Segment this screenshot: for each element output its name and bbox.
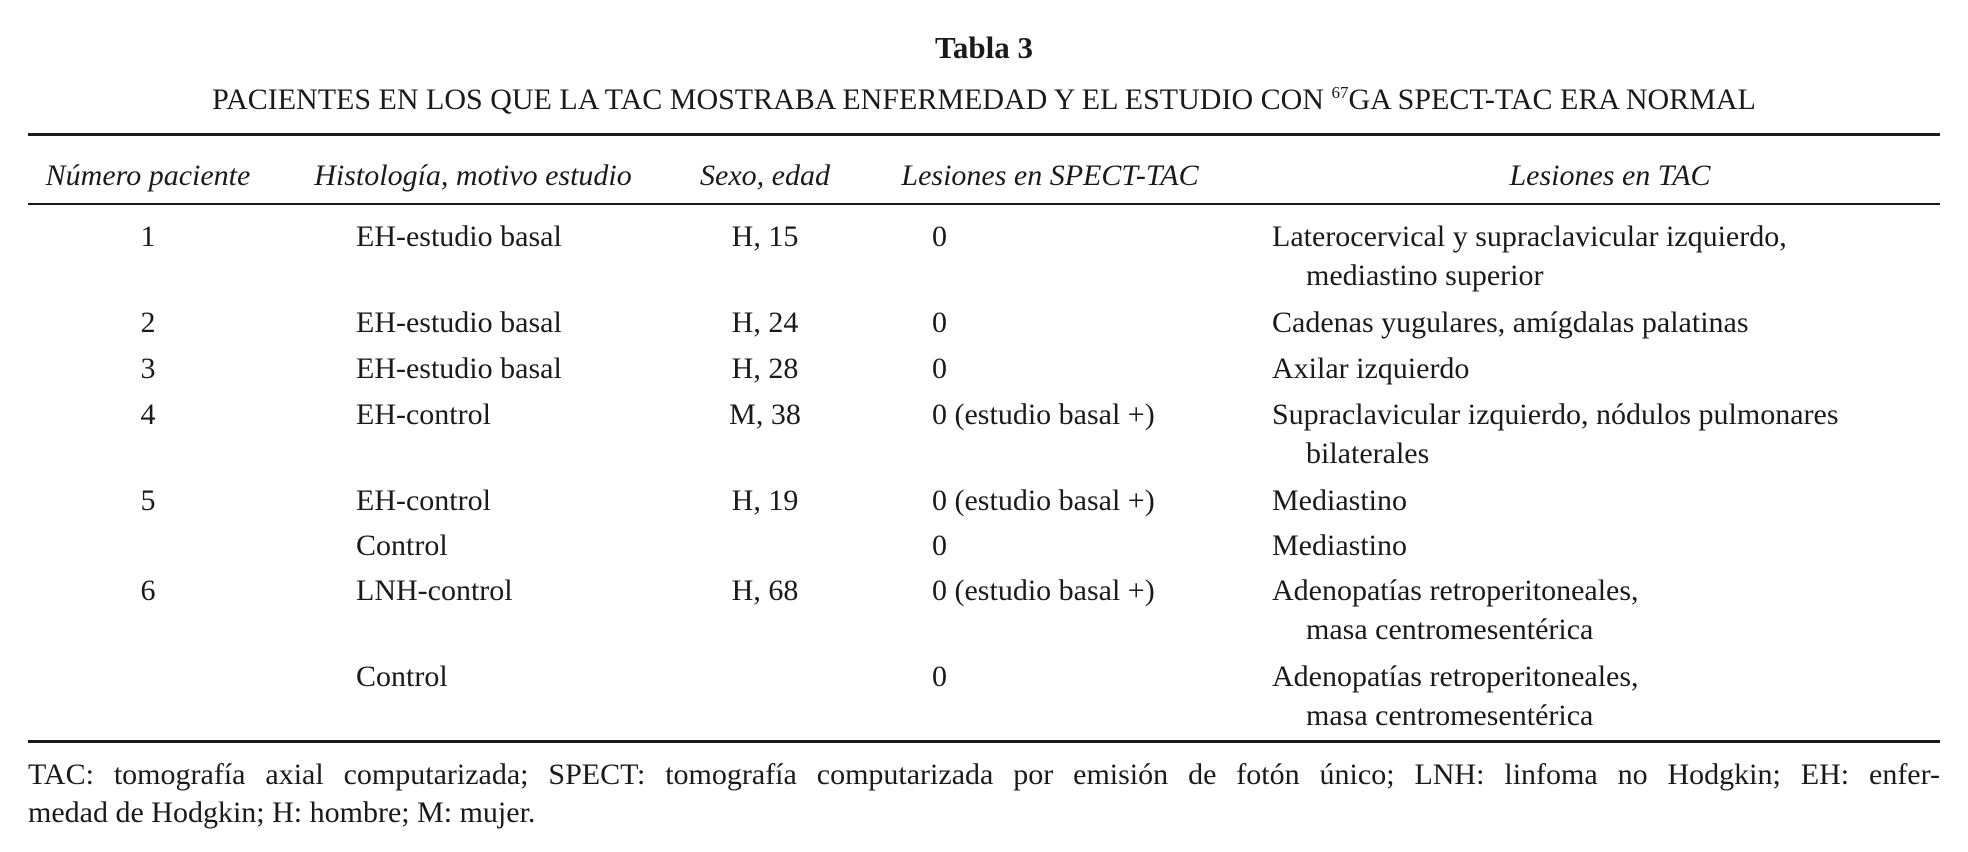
row-6-tac-lesions-cont: masa centromesentérica	[1306, 613, 1594, 646]
row-3-tac-lesions: Axilar izquierdo	[1272, 352, 1470, 385]
row-4-histology: EH-control	[356, 398, 491, 431]
row-5b-spect-lesions: 0	[932, 529, 947, 562]
header-rule	[28, 203, 1940, 205]
row-4-number: 4	[140, 398, 156, 431]
row-6-spect-lesions: 0 (estudio basal +)	[932, 574, 1155, 607]
row-1-number: 1	[140, 220, 156, 253]
row-1-tac-lesions-cont: mediastino superior	[1306, 259, 1544, 292]
header-sexo-edad: Sexo, edad	[700, 159, 830, 192]
row-6-sex-age: H, 68	[731, 574, 799, 607]
table-subtitle	[28, 80, 1940, 120]
row-5-number: 5	[140, 484, 156, 517]
row-2-number: 2	[140, 306, 156, 339]
row-4-spect-lesions: 0 (estudio basal +)	[932, 398, 1155, 431]
subtitle-text-start: PACIENTES EN LOS QUE LA TAC MOSTRABA ENFERMEDAD Y EL ESTUDIO CON	[212, 83, 1332, 116]
row-3-spect-lesions: 0	[932, 352, 947, 385]
row-6b-tac-lesions: Adenopatías retroperitoneales,	[1272, 660, 1639, 693]
header-histologia: Histología, motivo estudio	[314, 159, 632, 192]
row-3-number: 3	[140, 352, 156, 385]
row-6b-spect-lesions: 0	[932, 660, 947, 693]
table-footnote	[28, 756, 1940, 832]
row-2-spect-lesions: 0	[932, 306, 947, 339]
footnote-line-2: medad de Hodgkin; H: hombre; M: mujer.	[28, 796, 536, 829]
row-2-histology: EH-estudio basal	[356, 306, 562, 339]
row-4-tac-lesions: Supraclavicular izquierdo, nódulos pulmonares	[1272, 398, 1839, 431]
row-4-sex-age: M, 38	[729, 398, 801, 431]
header-numero-paciente: Número paciente	[45, 159, 251, 192]
row-6-histology: LNH-control	[356, 574, 513, 607]
row-1-tac-lesions: Laterocervical y supraclavicular izquierdo,	[1272, 220, 1787, 253]
row-5-histology: EH-control	[356, 484, 491, 517]
row-5b-histology: Control	[356, 529, 448, 562]
row-6b-tac-lesions-cont: masa centromesentérica	[1306, 699, 1594, 732]
row-6-number: 6	[140, 574, 156, 607]
bottom-rule	[28, 740, 1940, 743]
header-lesiones-spect-tac: Lesiones en SPECT-TAC	[901, 159, 1199, 192]
top-rule	[28, 133, 1940, 136]
table-title: Tabla 3	[935, 30, 1033, 65]
row-2-sex-age: H, 24	[731, 306, 799, 339]
row-5-sex-age: H, 19	[731, 484, 799, 517]
row-6-tac-lesions: Adenopatías retroperitoneales,	[1272, 574, 1639, 607]
row-5-spect-lesions: 0 (estudio basal +)	[932, 484, 1155, 517]
row-1-spect-lesions: 0	[932, 220, 947, 253]
row-2-tac-lesions: Cadenas yugulares, amígdalas palatinas	[1272, 306, 1749, 339]
footnote-line-1: TAC: tomografía axial computarizada; SPECT: tomografía computarizada por emisión de fotón único; LNH: linfoma no Hodgkin; EH: enfer-	[28, 758, 1940, 791]
header-lesiones-tac: Lesiones en TAC	[1509, 159, 1711, 192]
subtitle-text-end: GA SPECT-TAC ERA NORMAL	[1348, 83, 1756, 116]
row-1-sex-age: H, 15	[731, 220, 799, 253]
row-5b-tac-lesions: Mediastino	[1272, 529, 1407, 562]
subtitle-superscript: 67	[1331, 83, 1349, 102]
row-5-tac-lesions: Mediastino	[1272, 484, 1407, 517]
row-6b-histology: Control	[356, 660, 448, 693]
row-3-sex-age: H, 28	[731, 352, 799, 385]
row-3-histology: EH-estudio basal	[356, 352, 562, 385]
row-4-tac-lesions-cont: bilaterales	[1306, 437, 1430, 470]
row-1-histology: EH-estudio basal	[356, 220, 562, 253]
